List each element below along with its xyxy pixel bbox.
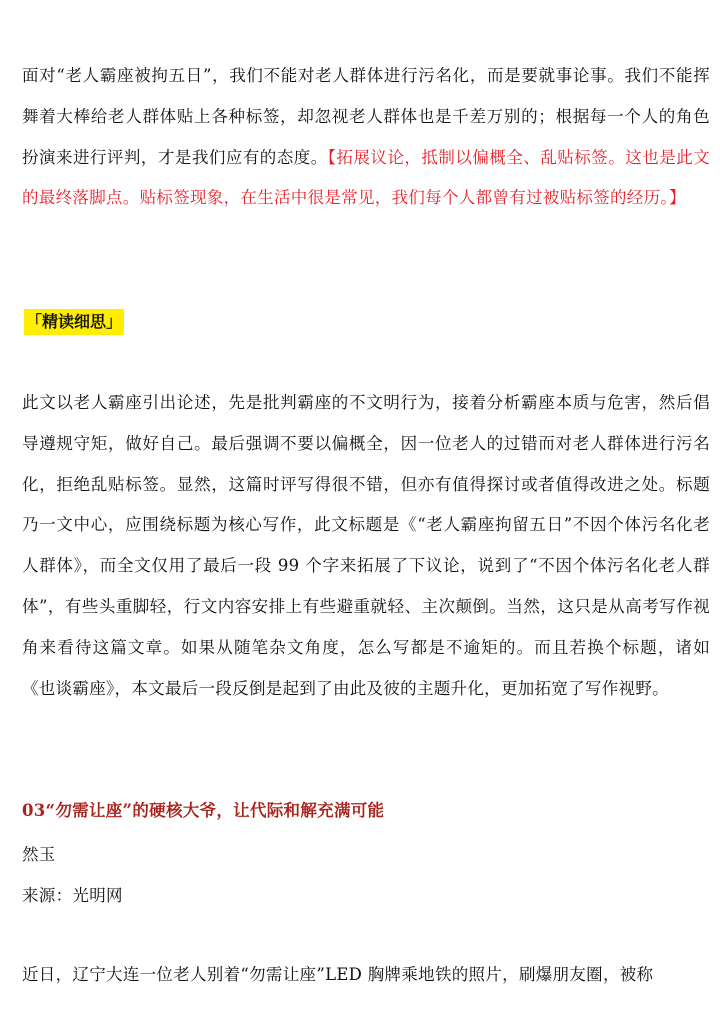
- article-source: 来源：光明网: [22, 886, 123, 905]
- analysis-paragraph: 此文以老人霸座引出论述，先是批判霸座的不文明行为，接着分析霸座本质与危害，然后倡导遵规守矩，做好自己。最后强调不要以偏概全，因一位老人的过错而对老人群体进行污名化，拒绝乱贴标签。显然，这篇时评写得很不错，但亦有值得探讨或者值得改进之处。标题乃一文中心，应围绕标题为核心写作，此文标题是《“老人霸座拘留五日”不因个体污名化老人群体》，而全文仅用了最后一段 99 个字来拓展了下议论，说到了“不因个体污名化老人群体”，有些头重脚轻，行文内容安排上有些避重就轻、主次颠倒。当然，这只是从高考写作视角来看待这篇文章。如果从随笔杂文角度，怎么写都是不逾矩的。而且若换个标题，诸如《也谈霸座》，本文最后一段反倒是起到了由此及彼的主题升化，更加拓宽了写作视野。: [22, 393, 710, 698]
- intro-annotation: 【拓展议论，抵制以偏概全、乱贴标签。这也是此文的最终落脚点。贴标签现象，在生活中很是常见，我们每个人都曾有过被贴标签的经历。】: [22, 147, 710, 208]
- article-opening-paragraph: 近日，辽宁大连一位老人别着“勿需让座”LED 胸牌乘地铁的照片，刷爆朋友圈，被称: [22, 965, 654, 984]
- intro-text: 面对“老人霸座被拘五日”，我们不能对老人群体进行污名化，而是要就事论事。我们不能挥舞着大棒给老人群体贴上各种标签，却忽视老人群体也是千差万别的；根据每一个人的角色扮演来进行评判，才是我们应有的态度。: [22, 66, 710, 167]
- article-author: 然玉: [22, 845, 56, 864]
- article-title: 03“勿需让座”的硬核大爷，让代际和解充满可能: [22, 801, 385, 820]
- intro-paragraph: [22, 56, 710, 219]
- section-tag-close-reading: 「精读细思」: [24, 309, 124, 335]
